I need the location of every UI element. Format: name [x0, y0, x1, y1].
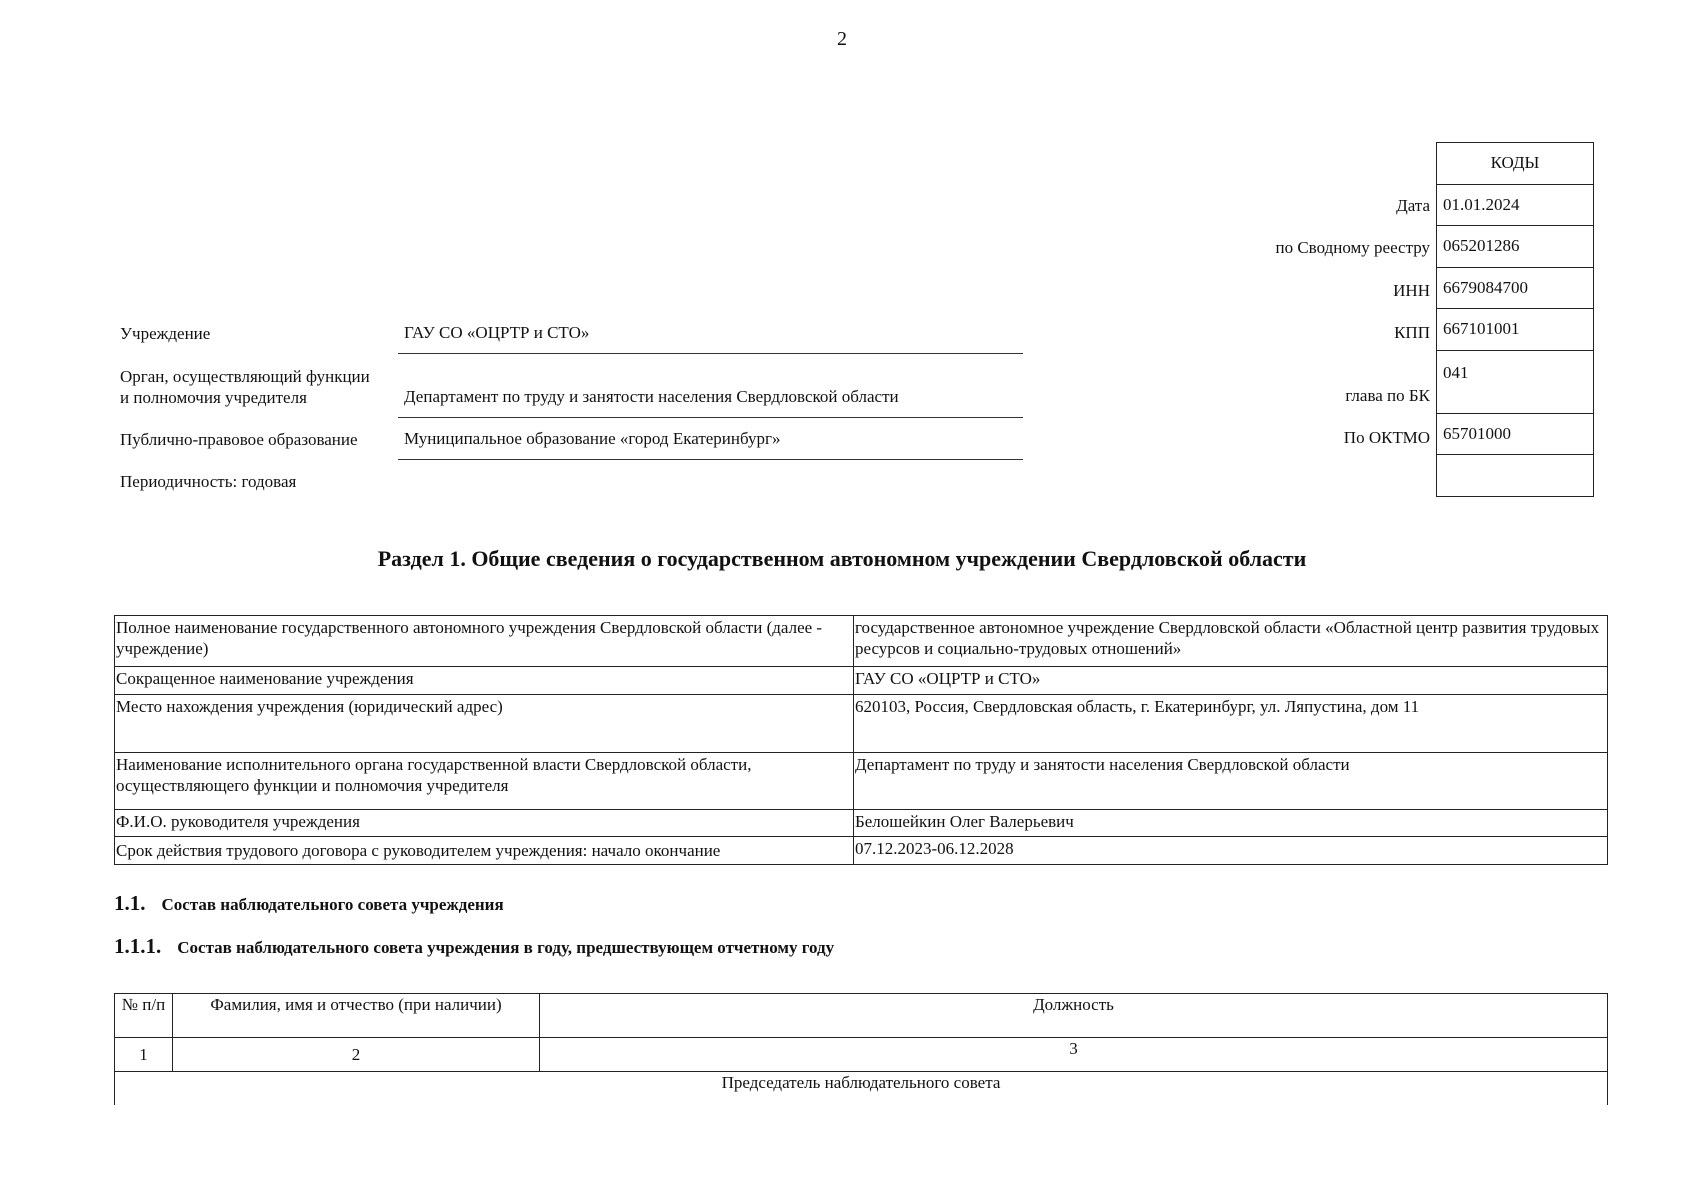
- authority-label-line1: Орган, осуществляющий функции: [120, 367, 370, 386]
- code-value-registry: 065201286: [1437, 226, 1594, 268]
- board-index-2: 2: [173, 1038, 540, 1072]
- general-info-table: [114, 615, 1608, 865]
- code-label-inn: ИНН: [1393, 281, 1430, 300]
- info-label-short-name: Сокращенное наименование учреждения: [115, 667, 854, 695]
- board-group-chairman: Председатель наблюдательного совета: [115, 1072, 1608, 1132]
- code-label-kpp: КПП: [1394, 323, 1430, 342]
- institution-underline: [398, 353, 1023, 354]
- code-label-registry: по Сводному реестру: [1275, 238, 1430, 257]
- code-value-inn: 6679084700: [1437, 267, 1594, 309]
- info-label-full-name: Полное наименование государственного автономного учреждения Свердловской области (далее - учреждение): [115, 616, 854, 667]
- info-value-director: Белошейкин Олег Валерьевич: [854, 810, 1608, 837]
- codes-table: [1436, 142, 1594, 497]
- info-value-contract-term: 07.12.2023-06.12.2028: [854, 837, 1608, 865]
- institution-value: ГАУ СО «ОЦРТР и СТО»: [404, 323, 590, 342]
- page-number: 2: [837, 28, 847, 50]
- code-label-bk: глава по БК: [1345, 386, 1430, 405]
- subsection-1-1-1-number: 1.1.1.: [114, 934, 162, 958]
- board-header-name: Фамилия, имя и отчество (при наличии): [173, 994, 540, 1038]
- board-header-number: № п/п: [115, 994, 173, 1038]
- subsection-1-1-1: [114, 934, 834, 959]
- info-value-address: 620103, Россия, Свердловская область, г. Екатеринбург, ул. Ляпустина, дом 11: [854, 695, 1608, 753]
- subsection-1-1: [114, 891, 504, 916]
- board-header-position: Должность: [540, 994, 1608, 1038]
- subsection-1-1-1-title: Состав наблюдательного совета учреждения в году, предшествующем отчетному году: [177, 938, 835, 957]
- page-bottom-margin: [100, 1105, 1620, 1195]
- info-label-address: Место нахождения учреждения (юридический адрес): [115, 695, 854, 753]
- municipality-label: Публично-правовое образование: [120, 430, 358, 449]
- authority-underline: [398, 417, 1023, 418]
- code-value-bk: 041: [1437, 350, 1594, 413]
- code-label-date: Дата: [1396, 196, 1430, 215]
- institution-label: Учреждение: [120, 324, 211, 343]
- info-label-director: Ф.И.О. руководителя учреждения: [115, 810, 854, 837]
- subsection-1-1-title: Состав наблюдательного совета учреждения: [161, 895, 504, 914]
- code-value-kpp: 667101001: [1437, 309, 1594, 351]
- periodicity: Периодичность: годовая: [120, 472, 297, 491]
- info-value-short-name: ГАУ СО «ОЦРТР и СТО»: [854, 667, 1608, 695]
- municipality-value: Муниципальное образование «город Екатеринбург»: [404, 429, 781, 448]
- code-value-date: 01.01.2024: [1437, 184, 1594, 226]
- authority-label-line2: и полномочия учредителя: [120, 388, 307, 407]
- info-value-authority: Департамент по труду и занятости населения Свердловской области: [854, 753, 1608, 810]
- section-title: Раздел 1. Общие сведения о государственном автономном учреждении Свердловской области: [377, 546, 1307, 571]
- code-value-empty: [1437, 455, 1594, 497]
- info-label-contract-term: Срок действия трудового договора с руководителем учреждения: начало окончание: [115, 837, 854, 865]
- codes-header: КОДЫ: [1437, 143, 1594, 185]
- info-value-full-name: государственное автономное учреждение Свердловской области «Областной центр развития трудовых ресурсов и социально-трудовых отношений»: [854, 616, 1608, 667]
- municipality-underline: [398, 459, 1023, 460]
- code-label-oktmo: По ОКТМО: [1343, 428, 1430, 447]
- code-value-oktmo: 65701000: [1437, 413, 1594, 455]
- board-index-3: 3: [540, 1038, 1608, 1072]
- board-index-1: 1: [115, 1038, 173, 1072]
- subsection-1-1-number: 1.1.: [114, 891, 146, 915]
- authority-value: Департамент по труду и занятости населения Свердловской области: [404, 387, 899, 406]
- info-label-authority: Наименование исполнительного органа государственной власти Свердловской области, осуществляющего функции и полномочия учредителя: [115, 753, 854, 810]
